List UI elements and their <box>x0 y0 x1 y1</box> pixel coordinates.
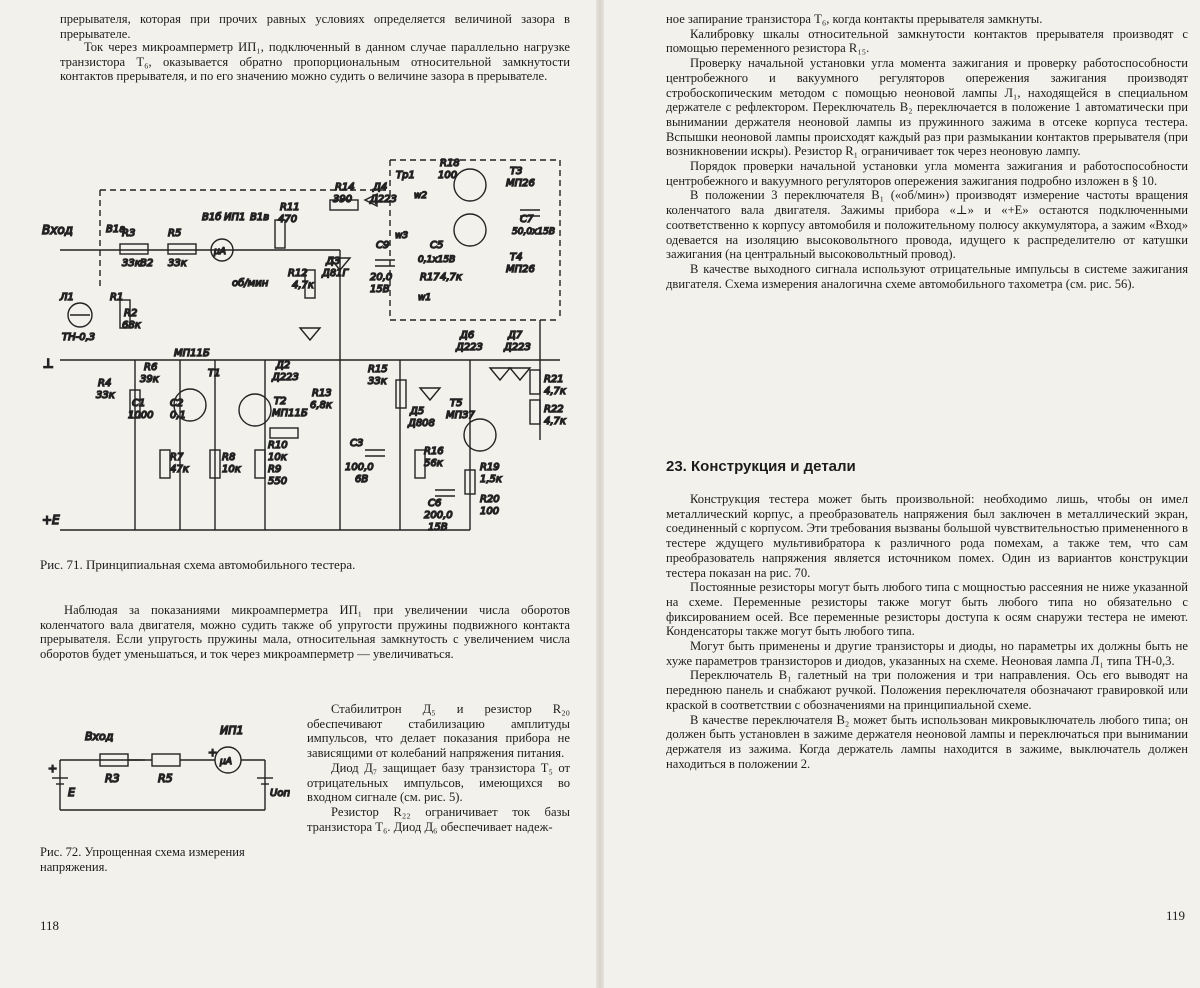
label-d5: Д5 <box>410 406 425 417</box>
paragraph: Стабилитрон Д₅ и резистор R₂₀ обеспечивают стабилизацию амплитуды импульсов, что делает показания прибора не зависящими от колебаний напряжения питания. <box>307 702 570 761</box>
paragraph: Резистор R₂₂ ограничивает ток базы транзистора T₆. Диод Д₆ обеспечивает надеж- <box>307 804 570 834</box>
paragraph: Постоянные резисторы могут быть любого типа с мощностью рассеяния не ниже указанной на схеме. Переменные резисторы также могут быть любого типа но обязательно с фиксированием осей. Все переменные резисторы доступа к осям снаружи тестера не имеют. Конденсаторы также могут быть любого типа. <box>666 580 1188 639</box>
label-l1: Л1 <box>60 292 74 303</box>
label-r14: R14 <box>335 182 355 193</box>
label-r2: R2 <box>124 308 138 319</box>
label-r8: R8 <box>222 452 236 463</box>
paragraph: Могут быть применены и другие транзисторы и диоды, но параметры их должны быть не хуже параметров транзисторов и диодов, указанных на схеме. Неоновая лампа Л₁ типа ТН-0,3. <box>666 639 1188 668</box>
label-r17-value: 4,7к <box>440 272 462 283</box>
label-w1: w1 <box>418 293 432 303</box>
label-t3-value: МП26 <box>506 178 535 189</box>
label-tr1: Тр1 <box>396 170 415 181</box>
label-r15-value: 33к <box>368 376 387 387</box>
label-r3-value: 33к <box>122 258 141 269</box>
label-r9: R9 <box>268 464 282 475</box>
paragraph: В качестве переключателя B₂ может быть использован микровыключатель любого типа; он должен быть установлен в зажиме держателя неоновой лампы и переключаться при вынимании держателя из зажима. Когда держатель лампы находится в зажиме, выключатель должен находиться в положении 2. <box>666 712 1188 771</box>
label-c6-voltage: 15В <box>428 522 448 533</box>
label-r11: R11 <box>280 202 300 213</box>
label-r22: R22 <box>544 404 564 415</box>
fig72-label-plus-meter: + <box>208 746 218 759</box>
fig72-label-plus: + <box>48 762 58 775</box>
label-c3-voltage: 6В <box>355 474 369 485</box>
label-r11-value: 470 <box>278 214 298 225</box>
label-r6-value: 39к <box>140 374 159 385</box>
label-t2-value: МП11Б <box>272 408 308 419</box>
paragraph: В положении 3 переключателя B₁ («об/мин») производят измерение частоты вращения коленчатого вала двигателя. Зажимы прибора «⊥» и «+Е» остаются подключенными соответственно к корпусу автомобиля и положительному полюсу аккумулятора, а зажим «Вход» одевается на изоляцию высоковольтного провода, идущего к распределителю от катушки зажигания (на центральный высоковольтный провод). <box>666 188 1188 262</box>
label-r5-value: 33к <box>168 258 187 269</box>
label-l1-value: ТН-0,3 <box>62 332 96 343</box>
label-c5: C5 <box>430 240 444 251</box>
fig72-label-uon: Uоп <box>270 788 290 799</box>
paragraph: Калибровку шкалы относительной замкнутости контактов прерывателя производят с помощью переменного резистора R₁₅. <box>666 26 1188 56</box>
label-d3-value: Д81Г <box>322 268 349 279</box>
figure-71-schematic <box>40 150 580 550</box>
label-r15: R15 <box>368 364 388 375</box>
paragraph: Ток через микроамперметр ИП₁, подключенный в данном случае параллельно нагрузке транзистора T₆, оказывается обратно пропорциональным относительной замкнутости контактов прерывателя, и по его значению можно судить о величине зазора в прерывателе. <box>60 40 570 84</box>
label-r7-value: 47к <box>170 464 189 475</box>
label-r13-value: 6,8к <box>310 400 332 411</box>
paragraph: Порядок проверки начальной установки угла момента зажигания и работоспособности центробежного и вакуумного регуляторов опережения зажигания подробно изложен в § 10. <box>666 159 1188 188</box>
label-c2: C2 <box>170 398 184 409</box>
label-r18-value: 100 <box>438 170 458 181</box>
label-plus-e: +Е <box>42 513 60 527</box>
paragraph: ное запирание транзистора T₆, когда контакты прерывателя замкнуты. <box>666 12 1043 26</box>
label-d5-value: Д808 <box>408 418 435 429</box>
fig72-label-microamp: μА <box>220 757 232 767</box>
label-r3: R3 <box>122 228 136 239</box>
label-c6: C6 <box>428 498 442 509</box>
fig72-label-r3: R3 <box>105 772 120 785</box>
page-number: 119 <box>1166 908 1186 923</box>
paragraph: Наблюдая за показаниями микроамперметра ИП₁ при увеличении числа оборотов коленчатого вала двигателя, можно судить также об упругости пружины подвижного контакта прерывателя. Если упругость пружины мала, относительная замкнутость с увеличением числа оборотов будет уменьшаться, и ток через микроамперметр — увеличиваться. <box>40 603 570 662</box>
label-t1-value: МП11Б <box>174 348 210 359</box>
label-t3: Т3 <box>510 166 523 177</box>
label-c6-value: 200,0 <box>424 510 453 521</box>
label-d4-value: Д223 <box>370 194 397 205</box>
figure-71-caption: Рис. 71. Принципиальная схема автомобильного тестера. <box>40 557 356 572</box>
figure-72-caption: Рис. 72. Упрощенная схема измерения напряжения. <box>40 845 245 874</box>
paragraph: Диод Д₇ защищает базу транзистора T₅ от отрицательных импульсов, имеющихся во входном сигнале (см. рис. 5). <box>307 760 570 805</box>
fig72-label-input: Вход <box>85 730 114 743</box>
label-t1: Т1 <box>208 368 221 379</box>
label-r14-value: 390 <box>333 194 353 205</box>
label-d3: Д3 <box>326 256 341 267</box>
label-d6-value: Д223 <box>456 342 483 353</box>
label-r4: R4 <box>98 378 112 389</box>
label-c9-voltage: 15В <box>370 284 390 295</box>
label-r19: R19 <box>480 462 500 473</box>
label-r5: R5 <box>168 228 182 239</box>
label-ip1: ИП1 <box>224 212 246 223</box>
label-r9-value: 550 <box>268 476 288 487</box>
right-page-top-text <box>666 12 1188 291</box>
ground-icon: ┴ <box>44 360 53 376</box>
label-c3-value: 100,0 <box>345 462 374 473</box>
label-b1a: В1а <box>106 224 126 235</box>
label-r21-value: 4,7к <box>544 386 566 397</box>
label-c2-value: 0,1 <box>170 410 186 421</box>
label-r16: R16 <box>424 446 444 457</box>
label-d2: Д2 <box>276 360 291 371</box>
label-r7: R7 <box>170 452 184 463</box>
label-d6: Д6 <box>460 330 475 341</box>
paragraph: Конструкция тестера может быть произвольной: необходимо лишь, чтобы он имел металлический корпус, а преобразователь напряжения был заключен в металлический экран, соединенный с корпусом. Эти требования вызваны большой чувствительностью примененного в тестере ждущего мультивибратора к различного рода помехам, а также тем, что сам преобразователь напряжения является источником помех. Один из вариантов конструкции тестера показан на рис. 70. <box>666 492 1188 580</box>
label-r8-value: 10к <box>222 464 241 475</box>
label-c9-value: 20,0 <box>370 272 393 283</box>
label-d4: Д4 <box>373 182 388 193</box>
label-input: Вход <box>42 223 73 237</box>
label-b1b: В1б <box>202 212 222 223</box>
label-c5-value: 0,1х15В <box>418 255 456 265</box>
paragraph: В качестве выходного сигнала используют отрицательные импульсы в системе зажигания двигателя. Схема измерения аналогична схеме автомобильного тахометра (см. рис. 56). <box>666 261 1188 291</box>
label-r21: R21 <box>544 374 564 385</box>
section-heading: 23. Конструкция и детали <box>666 458 856 475</box>
label-c1: C1 <box>132 398 146 409</box>
label-c3: C3 <box>350 438 364 449</box>
label-t5-value: МП37 <box>446 410 475 421</box>
label-c9: C9 <box>376 240 390 251</box>
fig72-label-r5: R5 <box>158 772 173 785</box>
label-b2: В2 <box>140 258 154 269</box>
right-column-text <box>307 702 570 834</box>
fig72-label-e: E <box>68 786 75 799</box>
paragraph: прерывателя, которая при прочих равных условиях определяется величиной зазора в прерывателе. <box>60 12 570 41</box>
label-r19-value: 1,5к <box>480 474 502 485</box>
label-c7: C7 <box>520 214 534 225</box>
label-c7-value: 50,0х15В <box>512 227 555 237</box>
label-r4-value: 33к <box>96 390 115 401</box>
right-page <box>600 0 1200 988</box>
page-number: 118 <box>40 918 60 933</box>
paragraph: Переключатель B₁ галетный на три положения и три направления. Ось его выводят на переднюю панель и снабжают ручкой. Положения переключателя обозначают гравировкой или краской в соответствии с обозначениями на принципиальной схеме. <box>666 668 1188 712</box>
label-b1v: В1в <box>250 212 270 223</box>
label-t4-value: МП26 <box>506 264 535 275</box>
label-d7-value: Д223 <box>504 342 531 353</box>
label-d2-value: Д223 <box>272 372 299 383</box>
label-r12: R12 <box>288 268 308 279</box>
label-r20-value: 100 <box>480 506 500 517</box>
fig72-label-ip1: ИП1 <box>220 724 244 737</box>
label-r20: R20 <box>480 494 500 505</box>
label-rpm: об/мин <box>232 278 269 289</box>
label-d7: Д7 <box>508 330 523 341</box>
label-w2: w2 <box>414 191 428 201</box>
label-r1: R1 <box>110 292 124 303</box>
label-r2-value: 68к <box>122 320 141 331</box>
label-r10: R10 <box>268 440 288 451</box>
label-t2: Т2 <box>274 396 287 407</box>
right-page-bottom-text <box>666 492 1188 771</box>
figure-72-schematic <box>40 720 290 830</box>
paragraph: Проверку начальной установки угла момента зажигания и проверку работоспособности центробежного и вакуумного регуляторов опережения зажигания производят стробоскопическим методом с помощью неоновой лампы Л₁, находящейся в специальном держателе с рефлектором. Переключатель B₂ переключается в положение 1 автоматически при вынимании держателя неоновой лампы из пружинного зажима в отсеке корпуса тестера. Вспышки неоновой лампы происходят каждый раз при размыкании контактов прерывателя (при возникновении искры). Резистор R₁ ограничивает ток через неоновую лампу. <box>666 56 1188 159</box>
label-w3: w3 <box>395 231 409 241</box>
label-c1-value: 1000 <box>128 410 154 421</box>
label-r17: R17 <box>420 272 440 283</box>
label-t5: Т5 <box>450 398 463 409</box>
label-t4: Т4 <box>510 252 523 263</box>
label-r12-value: 4,7к <box>292 280 314 291</box>
label-r10-value: 10к <box>268 452 287 463</box>
label-r6: R6 <box>144 362 158 373</box>
label-r16-value: 56к <box>424 458 443 469</box>
label-r22-value: 4,7к <box>544 416 566 427</box>
label-r13: R13 <box>312 388 332 399</box>
label-r18: R18 <box>440 158 460 169</box>
label-microamp: μА <box>214 247 226 257</box>
